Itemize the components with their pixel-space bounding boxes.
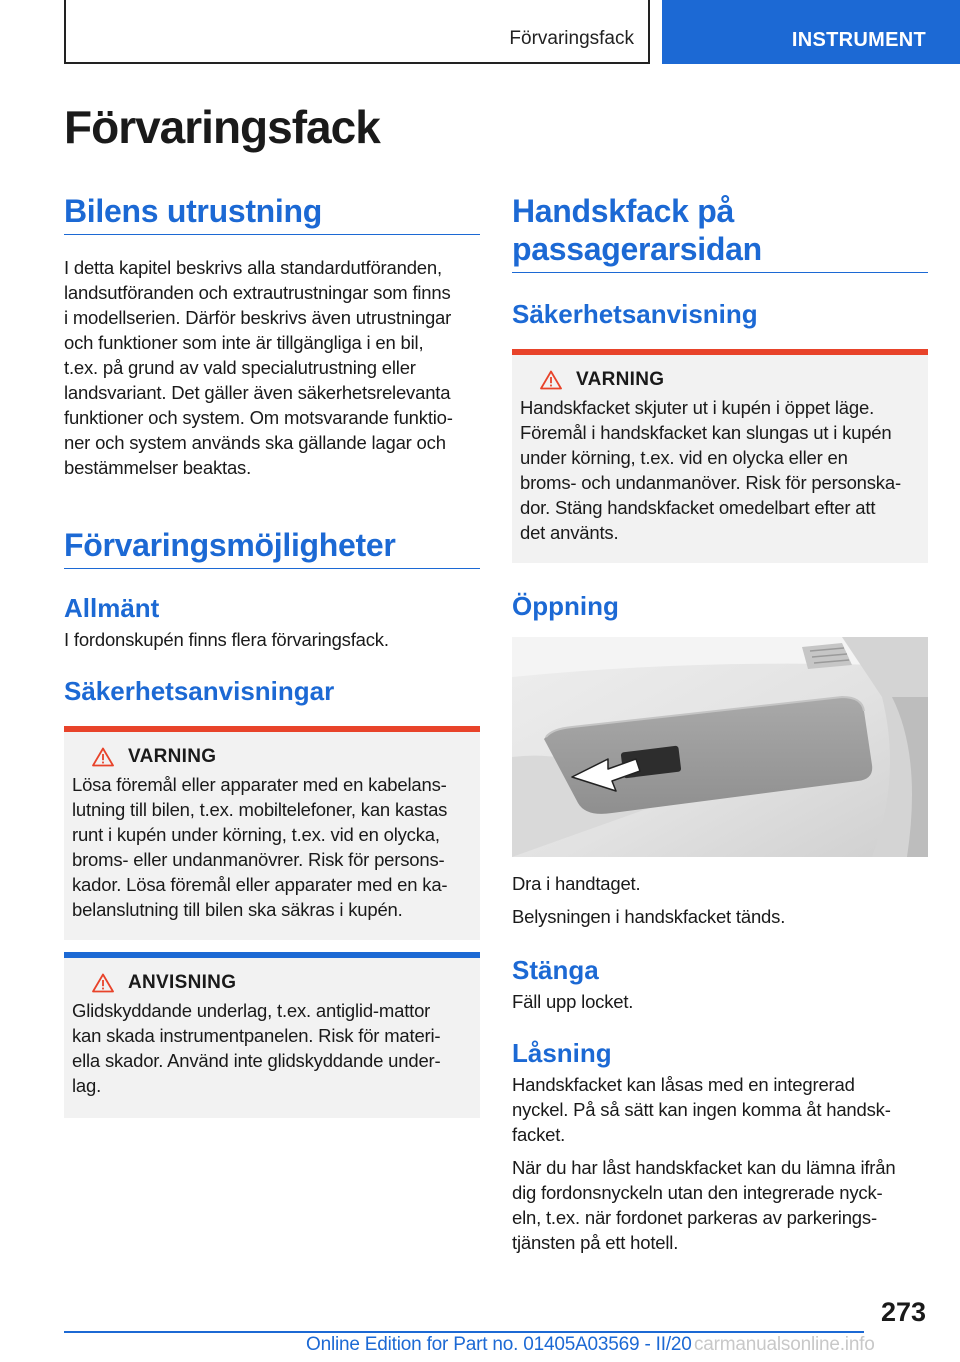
general-text: I fordonskupén finns flera förvaringsfack. <box>64 629 389 650</box>
header-section-tab <box>64 0 650 64</box>
notice-text: Glidskyddande underlag, t.ex. antiglid-mattor kan skada instrumentpanelen. Risk för materi- ella skador. Använd inte glidskyddande under- lag. <box>72 1000 441 1096</box>
footer-edition: Online Edition for Part no. 01405A03569 - II/20 <box>306 1334 692 1355</box>
general-heading: Allmänt <box>64 593 160 623</box>
opening-heading: Öppning <box>512 591 619 621</box>
header-chapter-tab <box>662 0 960 64</box>
left-column <box>64 192 480 1118</box>
safety-heading-right: Säkerhetsanvisning <box>512 299 758 329</box>
warning-triangle-icon <box>92 973 114 993</box>
header-chapter-title: INSTRUMENT <box>791 29 926 51</box>
page-title: Förvaringsfack <box>64 101 380 153</box>
warning-triangle-icon <box>540 370 562 390</box>
lock-heading: Låsning <box>512 1038 612 1068</box>
warning-triangle-icon <box>92 747 114 767</box>
notice-box <box>64 952 480 1118</box>
safety-heading-left: Säkerhetsanvisningar <box>64 676 335 706</box>
warning-text-left: Lösa föremål eller apparater med en kabelans- lutning till bilen, t.ex. mobiltelefoner, kan kastas runt i kupén under körning, t.ex. vid en olycka, broms- eller undanmanövrer. Risk för persons- kador. Lösa föremål eller apparater med en ka- belanslutning till bilen ska säkras i kupén. <box>72 774 448 920</box>
warning-box-left <box>64 726 480 940</box>
page-number: 273 <box>880 1297 926 1327</box>
glovebox-heading: Handskfack på passagerarsidan <box>512 192 928 273</box>
footer-divider <box>64 1331 864 1333</box>
equipment-text: I detta kapitel beskrivs alla standardutföranden, landsutföranden och extrautrustningar som finns i modellserien. Därför beskrivs även utrustningar och funktioner som inte är tillgängliga i en bil, t.ex. på grund av vald specialutrustning eller landsvariant. Det gäller även säkerhetsrelevanta funktioner och system. Om motsvarande funktio- ner och system används ska gällande lagar och bestämmelser beaktas. <box>64 257 453 478</box>
notice-title: ANVISNING <box>128 972 237 993</box>
close-text: Fäll upp locket. <box>512 991 634 1012</box>
warning-title-right: VARNING <box>576 369 665 390</box>
opening-step-1: Dra i handtaget. <box>512 873 641 894</box>
opening-step-2: Belysningen i handskfacket tänds. <box>512 906 786 927</box>
warning-text-right: Handskfacket skjuter ut i kupén i öppet läge. Föremål i handskfacket kan slungas ut i kupén under körning, t.ex. vid en olycka eller en broms- och undanmanöver. Risk för personska- dor. Stäng handskfacket omedelbart efter att det använts. <box>520 397 901 543</box>
lock-text-1: Handskfacket kan låsas med en integrerad nyckel. På så sätt kan ingen komma åt handsk- facket. <box>512 1074 891 1145</box>
glovebox-photo <box>512 637 928 857</box>
header-section-title: Förvaringsfack <box>509 28 634 49</box>
equipment-heading: Bilens utrustning <box>64 192 480 235</box>
lock-text-2: När du har låst handskfacket kan du lämna ifrån dig fordonsnyckeln utan den integrerade nyck- eln, t.ex. när fordonet parkeras av parkerings- tjänsten på ett hotell. <box>512 1157 896 1253</box>
storage-heading: Förvaringsmöjligheter <box>64 526 480 569</box>
warning-title-left: VARNING <box>128 746 217 767</box>
close-heading: Stänga <box>512 955 599 985</box>
footer-watermark: carmanualsonline.info <box>694 1334 875 1355</box>
warning-box-right <box>512 349 928 563</box>
right-column <box>512 192 928 1255</box>
